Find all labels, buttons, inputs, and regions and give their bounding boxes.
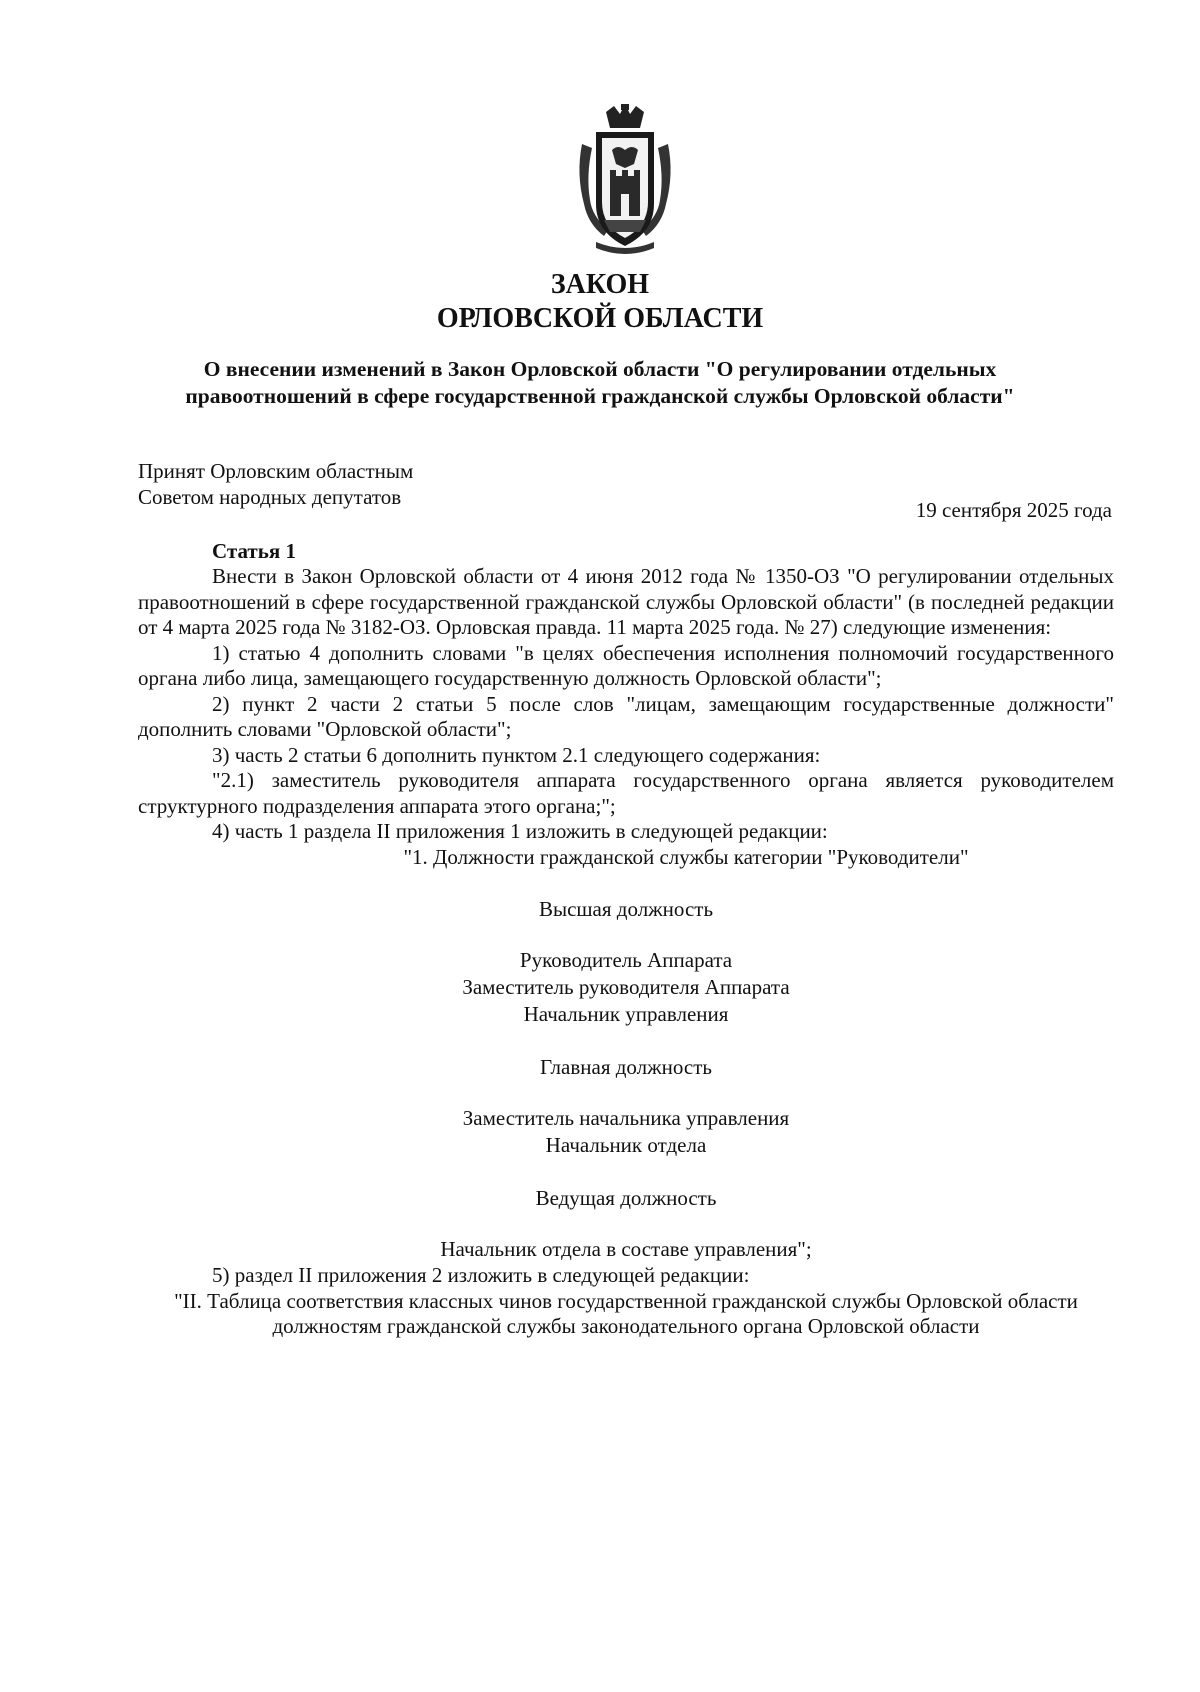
article-intro: Внести в Закон Орловской области от 4 июня 2012 года № 1350-ОЗ "О регулировании отдельных правоотношений в сфере государственной гражданской службы Орловской области" (в последней редакции от 4 марта 2025 года № 3182-ОЗ. Орловская правда. 11 марта 2025 года. № 27) следующие изменения:	[138, 564, 1114, 639]
positions-heading: "1. Должности гражданской службы категории "Руководители"	[403, 844, 969, 869]
group-label-main: Главная должность	[540, 1055, 712, 1079]
amendment-item-5-quote: "II. Таблица соответствия классных чинов государственной гражданской службы Орловской области должностям гражданской службы законодательного органа Орловской области	[174, 1288, 1078, 1338]
position-item: Заместитель руководителя Аппарата	[462, 975, 790, 999]
amendment-item-4: 4) часть 1 раздела II приложения 1 изложить в следующей редакции:	[212, 819, 828, 843]
position-item: Заместитель начальника управления	[462, 1106, 790, 1130]
adoption-line1: Принят Орловским областным	[138, 459, 414, 483]
document-title-line2: ОРЛОВСКОЙ ОБЛАСТИ	[436, 303, 764, 334]
document-subtitle: О внесении изменений в Закон Орловской области "О регулировании отдельных правоотношений в сфере государственной гражданской службы Орловской области"	[185, 357, 1015, 408]
amendment-item-2: 2) пункт 2 части 2 статьи 5 после слов "лицам, замещающим государственные должности" дополнить словами "Орловской области";	[138, 691, 1114, 741]
amendment-item-5: 5) раздел II приложения 2 изложить в следующей редакции:	[212, 1263, 750, 1287]
position-item: Начальник отдела	[545, 1133, 707, 1157]
positions-group-main	[138, 1054, 1114, 1159]
position-item: Начальник отдела в составе управления";	[440, 1237, 812, 1261]
article-heading: Статья 1	[212, 539, 296, 563]
amendment-item-3: 3) часть 2 статьи 6 дополнить пунктом 2.1 следующего содержания:	[212, 742, 821, 767]
adoption-line2: Советом народных депутатов	[138, 485, 402, 509]
positions-group-leading	[138, 1185, 1114, 1263]
coat-of-arms-emblem	[574, 104, 676, 254]
document-title-line1: ЗАКОН	[550, 269, 650, 300]
article-body	[138, 564, 1114, 1340]
positions-group-highest	[138, 896, 1114, 1028]
position-item: Начальник управления	[523, 1002, 729, 1026]
group-label-highest: Высшая должность	[538, 897, 714, 921]
group-label-leading: Ведущая должность	[535, 1186, 717, 1210]
position-item: Руководитель Аппарата	[519, 948, 733, 972]
amendment-item-1: 1) статью 4 дополнить словами "в целях обеспечения исполнения полномочий государственного органа либо лица, замещающего государственную должность Орловской области";	[138, 640, 1114, 690]
adoption-date: 19 сентября 2025 года	[915, 498, 1112, 522]
adoption-note	[138, 458, 413, 510]
amendment-item-3-quote: "2.1) заместитель руководителя аппарата государственного органа является руководителем структурного подразделения аппарата этого органа;";	[138, 768, 1114, 818]
